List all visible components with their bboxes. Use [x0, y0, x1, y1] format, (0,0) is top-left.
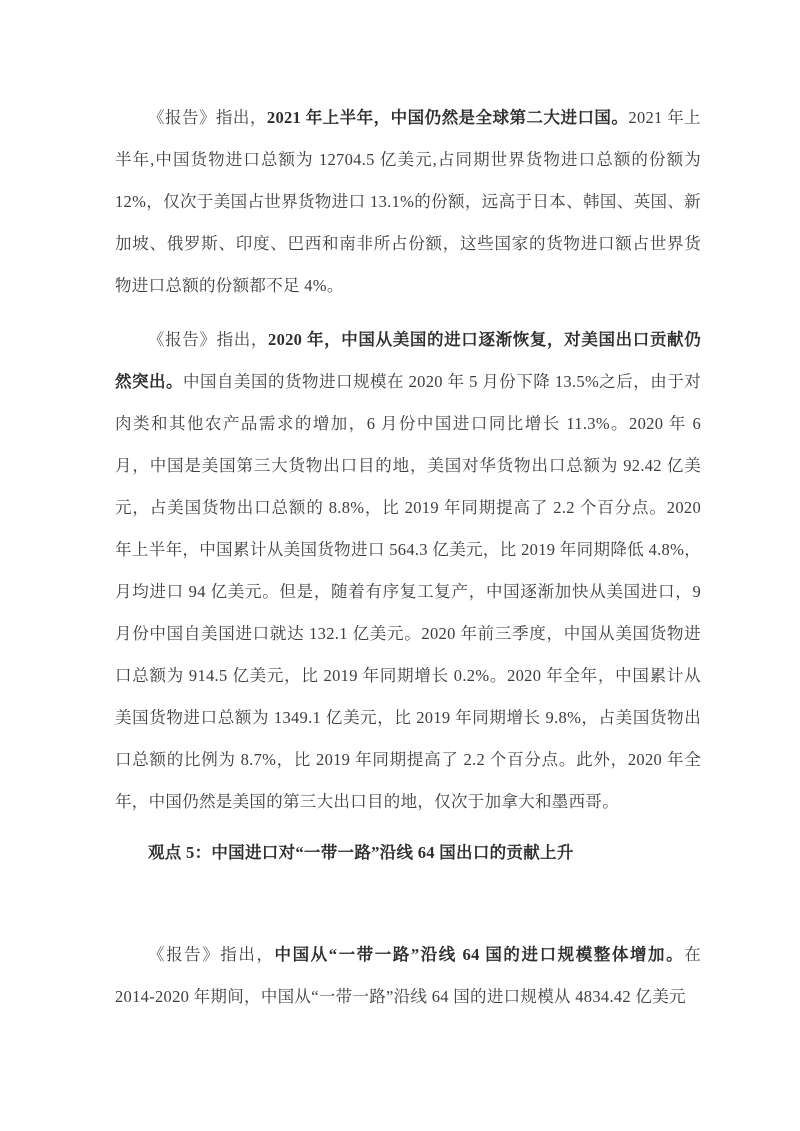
paragraph-body-text: 中国自美国的货物进口规模在 2020 年 5 月份下降 13.5%之后，由于对肉类和其他农产品需求的增加，6 月份中国进口同比增长 11.3%。2020 年 6 月，中国是美国第三大货物出口目的地，美国对华货物出口总额为 92.42 亿美元，占美国货物出口总额的 8.8%，比 2019 年同期提高了 2.2 个百分点。2020 年上半年，中国累计从美国货物进口 564.3 亿美元，比 2019 年同期降低 4.8%，月均进口 94 亿美元。但是，随着有序复工复产，中国逐渐加快从美国进口，9 月份中国自美国进口就达 132.1 亿美元。2020 年前三季度，中国从美国货物进口总额为 914.5 亿美元，比 2019 年同期增长 0.2%。2020 年全年，中国累计从美国货物进口总额为 1349.1 亿美元，比 2019 年同期增长 9.8%，占美国货物出口总额的比例为 8.7%，比 2019 年同期提高了 2.2 个百分点。此外，2020 年全年，中国仍然是美国的第三大出口目的地，仅次于加拿大和墨西哥。: [115, 372, 701, 811]
heading-viewpoint-5: 观点 5：中国进口对“一带一路”沿线 64 国出口的贡献上升: [148, 843, 574, 862]
paragraph-imports-from-us: [115, 319, 701, 823]
paragraph-body-text: 在 2014-2020 年期间，中国从“一带一路”沿线 64 国的进口规模从 4834.42 亿美元: [115, 945, 701, 1006]
paragraph-belt-and-road-imports: [115, 934, 701, 1018]
paragraph-bold-statement: 2020 年，中国从美国的进口逐渐恢复，对美国出口贡献仍然突出。: [115, 330, 701, 391]
paragraph-lead-in: 《报告》指出，: [148, 945, 275, 964]
paragraph-body-text: 2021 年上半年,中国货物进口总额为 12704.5 亿美元,占同期世界货物进口总额的份额为 12%，仅次于美国占世界货物进口 13.1%的份额，远高于日本、韩国、英国、新加坡、俄罗斯、印度、巴西和南非所占份额，这些国家的货物进口额占世界货物进口总额的份额都不足 4%。: [115, 108, 701, 295]
paragraph-bold-statement: 中国从“一带一路”沿线 64 国的进口规模整体增加。: [274, 945, 685, 964]
paragraph-lead-in: 《报告》指出，: [148, 108, 267, 127]
paragraph-bold-statement: 2021 年上半年，中国仍然是全球第二大进口国。: [266, 108, 629, 127]
paragraph-second-largest-importer: [115, 97, 701, 307]
paragraph-lead-in: 《报告》指出，: [148, 330, 269, 349]
